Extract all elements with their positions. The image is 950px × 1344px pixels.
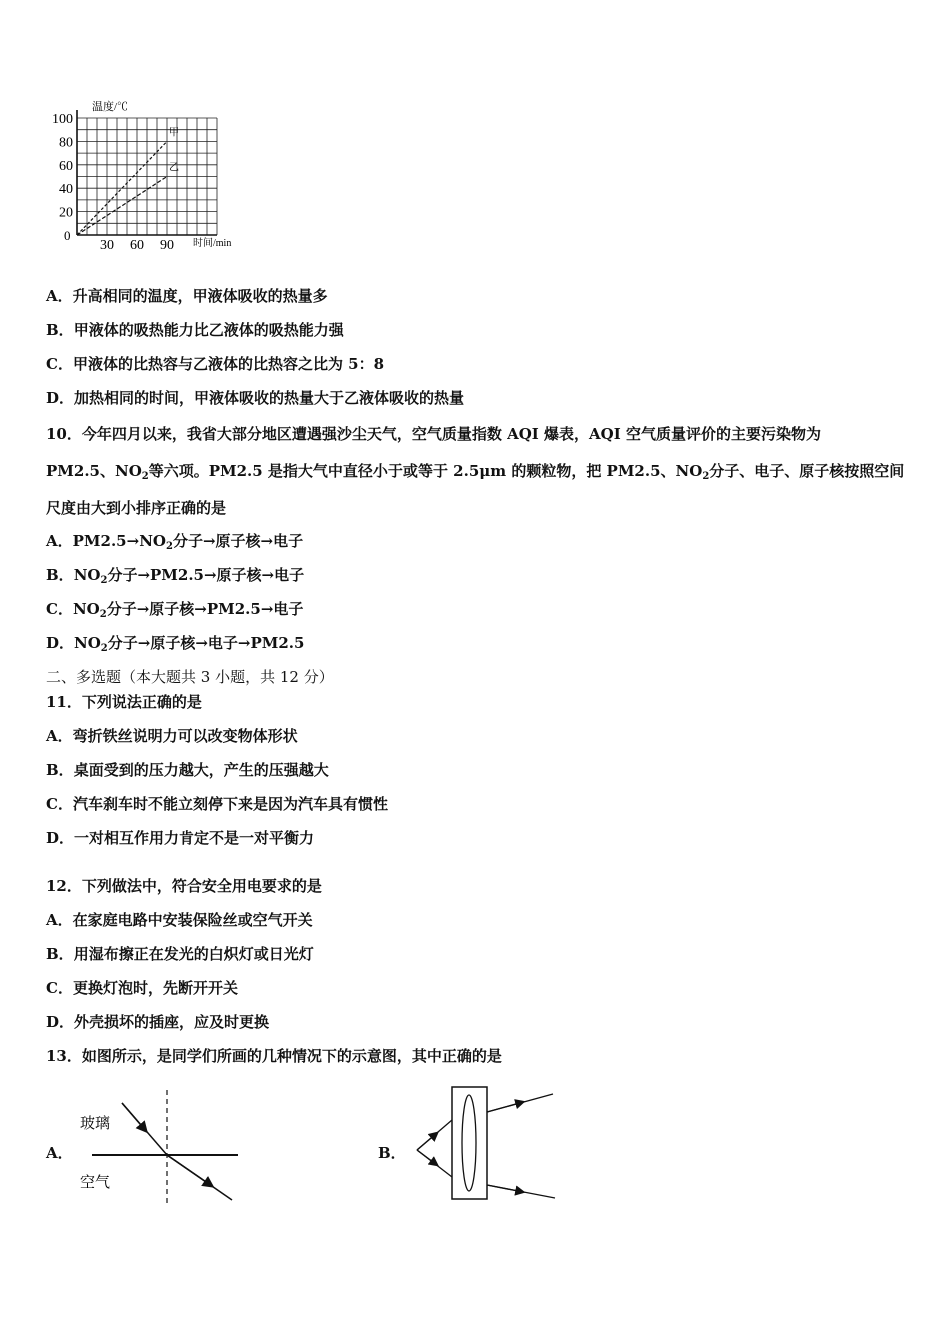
chart-origin-label: 0 [64,228,71,243]
q10-stem-line2: PM2.5、$NO_2$等六项。PM2.5 是指大气中直径小于或等于 2.5μm 的颗粒物，把 PM2.5、$NO_2$分子、电子、原子核按照空间 [46,462,905,482]
q11-stem: 11．下列说法正确的是 [46,693,202,711]
lens-diagram [405,1080,565,1210]
q9-option-c: C．甲液体的比热容与乙液体的比热容之比为 5：8 [46,355,385,373]
x-tick-label: 30 [100,238,114,253]
y-tick-label: 60 [59,158,73,174]
q10-stem-line3: 尺度由大到小排序正确的是 [46,499,227,517]
q10-stem-line1: 10．今年四月以来，我省大部分地区遭遇强沙尘天气，空气质量指数 AQI 爆表，AQI 空气质量评价的主要污染物为 [46,425,821,443]
q9-option-a: A．升高相同的温度，甲液体吸收的热量多 [46,287,328,305]
q11-option-c: C．汽车刹车时不能立刻停下来是因为汽车具有惯性 [46,795,388,813]
medium-air-label: 空气 [80,1175,111,1191]
q10-option-b: B．$NO_2$分子→PM2.5→原子核→电子 [46,566,305,586]
lens-frame [452,1087,487,1199]
refracted-ray-arrow [167,1155,212,1186]
refraction-diagram [70,1085,250,1210]
y-tick-label: 100 [52,112,73,127]
lens [462,1095,476,1191]
q11-option-b: B．桌面受到的压力越大，产生的压强越大 [46,761,329,779]
q12-option-c: C．更换灯泡时，先断开开关 [46,979,238,997]
q9-option-d: D．加热相同的时间，甲液体吸收的热量大于乙液体吸收的热量 [46,389,465,407]
incident-ray-arrow [122,1103,146,1131]
section-title: 二、多选题（本大题共 3 小题，共 12 分） [46,668,334,686]
q10-option-d: D．$NO_2$分子→原子核→电子→PM2.5 [46,634,305,654]
x-tick-label: 60 [130,238,144,253]
ray-out-lower-arrow [487,1185,523,1192]
series-line-yi [77,177,167,236]
q11-option-a: A．弯折铁丝说明力可以改变物体形状 [46,727,298,745]
chart-grid [77,110,217,235]
ray-source-lower-arrow [417,1150,437,1165]
x-tick-label: 90 [160,238,174,253]
q13-stem: 13．如图所示，是同学们所画的几种情况下的示意图，其中正确的是 [46,1047,502,1065]
q9-option-b: B．甲液体的吸热能力比乙液体的吸热能力强 [46,321,344,339]
q10-option-c: C．$NO_2$分子→原子核→PM2.5→电子 [46,600,304,620]
chart-series [77,126,179,235]
ray-source-upper-arrow [417,1133,437,1150]
ray-out-upper-arrow [487,1102,523,1112]
q13-fig-b-label: B． [378,1144,406,1162]
q10-option-a: A．$PM2.5\to NO_2$分子→原子核→电子 [46,532,304,552]
q12-option-a: A．在家庭电路中安装保险丝或空气开关 [46,911,313,929]
q13-fig-a-label: A． [46,1144,73,1162]
q12-option-d: D．外壳损坏的插座，应及时更换 [46,1013,270,1031]
y-tick-label: 40 [59,182,73,198]
q12-stem: 12．下列做法中，符合安全用电要求的是 [46,877,322,895]
y-tick-label: 80 [59,135,73,151]
y-tick-label: 20 [59,205,73,221]
chart-ylabel: 温度/℃ [92,101,129,113]
series-label-jia: 甲 [169,127,179,139]
q12-option-b: B．用湿布擦正在发光的白炽灯或日光灯 [46,945,314,963]
chart-xlabel: 时间/min [193,238,232,249]
series-label-yi: 乙 [169,162,179,174]
medium-glass-label: 玻璃 [80,1116,111,1132]
temperature-time-chart [40,98,250,253]
q11-option-d: D．一对相互作用力肯定不是一对平衡力 [46,829,315,847]
